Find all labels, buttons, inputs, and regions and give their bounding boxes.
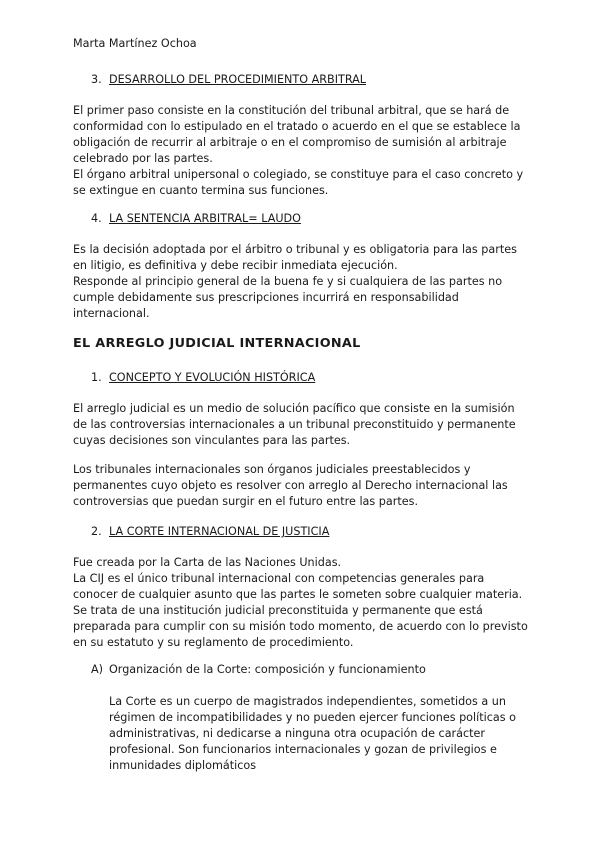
text-line: La CIJ es el único tribunal internacional con competencias generales para [73, 572, 485, 585]
section-j2-body [73, 555, 533, 651]
section-j1-para-2 [73, 462, 533, 510]
text-line: Se trata de una institución judicial preconstituida y permanente que está [73, 604, 483, 617]
section-4-heading [91, 211, 301, 227]
section-j2-heading [91, 524, 329, 540]
section-title: DESARROLLO DEL PROCEDIMIENTO ARBITRAL [109, 73, 367, 86]
subsection-a-heading [91, 662, 426, 678]
section-number: 2. [91, 525, 102, 538]
text-line: en litigio, es definitiva y debe recibir inmediata ejecución. [73, 259, 398, 272]
text-line: cumple debidamente sus prescripciones incurrirá en responsabilidad [73, 291, 459, 304]
section-number: 3. [91, 73, 102, 86]
text-line: cuyas decisiones son vinculantes para las partes. [73, 434, 351, 447]
subsection-label: A) [91, 663, 104, 676]
text-line: controversias que puedan surgir en el futuro entre las partes. [73, 495, 418, 508]
text-line: obligación de recurrir al arbitraje o en el compromiso de sumisión al arbitraje [73, 136, 507, 149]
text-line: conocer de cualquier asunto que las partes le someten sobre cualquier materia. [73, 588, 523, 601]
text-line: se extingue en cuanto termina sus funciones. [73, 184, 329, 197]
text-line: El órgano arbitral unipersonal o colegiado, se constituye para el caso concreto y [73, 168, 524, 181]
text-line: El arreglo judicial es un medio de solución pacífico que consiste en la sumisión [73, 402, 515, 415]
section-3-body [73, 103, 533, 199]
text-line: permanentes cuyo objeto es resolver con arreglo al Derecho internacional las [73, 479, 508, 492]
text-line: internacional. [73, 307, 150, 320]
section-title: LA CORTE INTERNACIONAL DE JUSTICIA [109, 525, 330, 538]
text-line: Responde al principio general de la buena fe y si cualquiera de las partes no [73, 275, 503, 288]
text-line: Los tribunales internacionales son órganos judiciales preestablecidos y [73, 463, 471, 476]
section-number: 4. [91, 212, 102, 225]
text-line: inmunidades diplomáticos [109, 759, 257, 772]
text-line: en su estatuto y su reglamento de procedimiento. [73, 636, 354, 649]
subsection-title: Organización de la Corte: composición y funcionamiento [109, 663, 426, 676]
section-4-body [73, 242, 533, 322]
text-line: El primer paso consiste en la constitución del tribunal arbitral, que se hará de [73, 104, 510, 117]
text-line: administrativas, ni dedicarse a ninguna otra ocupación de carácter [109, 727, 486, 740]
text-line: Es la decisión adoptada por el árbitro o tribunal y es obligatoria para las partes [73, 243, 517, 256]
text-line: Fue creada por la Carta de las Naciones Unidas. [73, 556, 342, 569]
section-title: CONCEPTO Y EVOLUCIÓN HISTÓRICA [109, 371, 316, 384]
section-j1-heading [91, 370, 315, 386]
author-name: Marta Martínez Ochoa [73, 37, 197, 50]
section-number: 1. [91, 371, 102, 384]
text-line: conformidad con lo estipulado en el tratado o acuerdo en el que se establece la [73, 120, 521, 133]
section-3-heading [91, 72, 366, 88]
text-line: régimen de incompatibilidades y no pueden ejercer funciones políticas o [109, 711, 516, 724]
text-line: de las controversias internacionales a un tribunal preconstituido y permanente [73, 418, 516, 431]
text-line: celebrado por las partes. [73, 152, 213, 165]
section-j1-para-1 [73, 401, 533, 449]
section-title: LA SENTENCIA ARBITRAL= LAUDO [109, 212, 301, 225]
text-line: preparada para cumplir con su misión todo momento, de acuerdo con lo previsto [73, 620, 528, 633]
text-line: La Corte es un cuerpo de magistrados independientes, sometidos a un [109, 695, 506, 708]
subsection-a-body [109, 694, 529, 774]
main-heading: EL ARREGLO JUDICIAL INTERNACIONAL [73, 336, 361, 351]
text-line: profesional. Son funcionarios internacionales y gozan de privilegios e [109, 743, 497, 756]
